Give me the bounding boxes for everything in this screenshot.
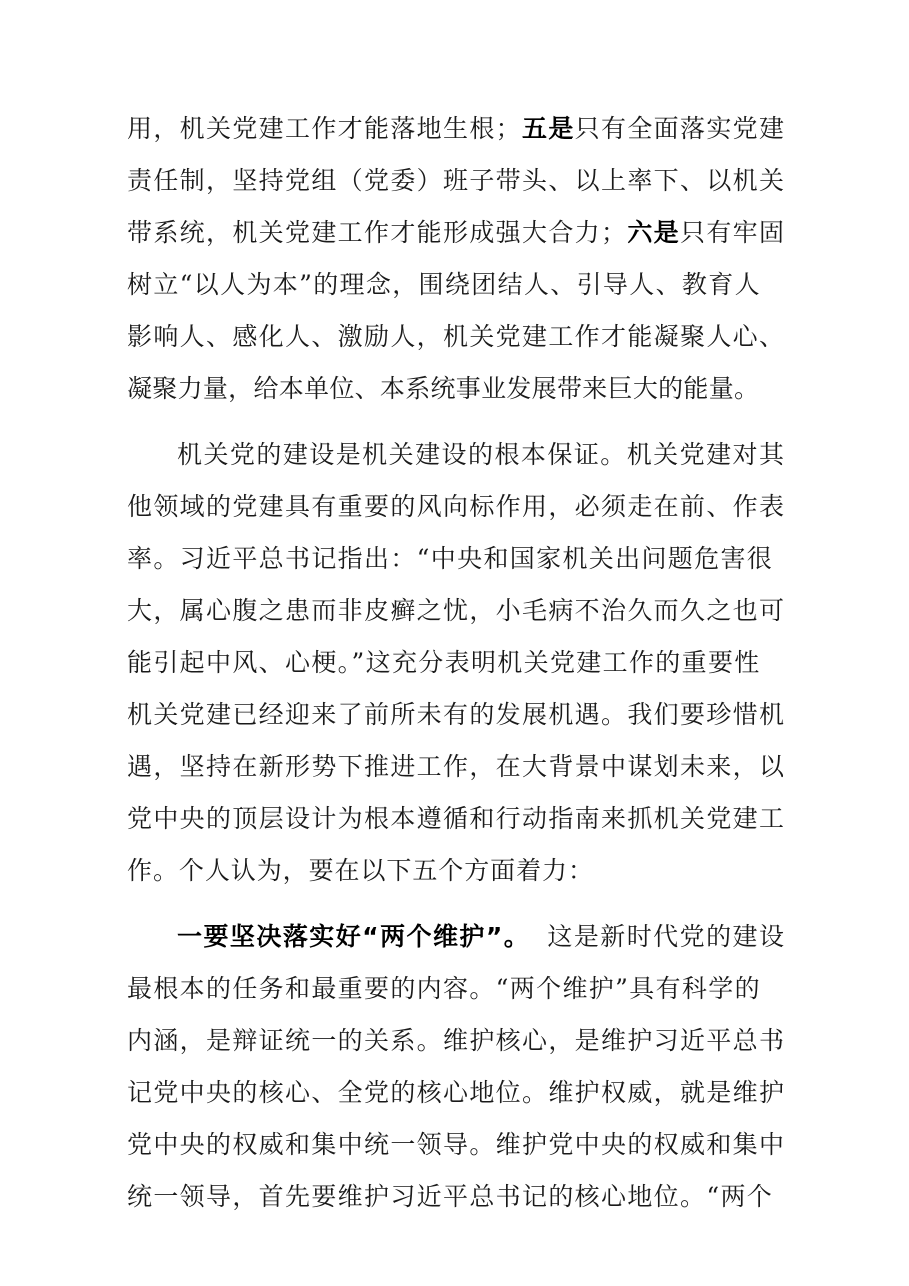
text-line — [0, 1078, 909, 1108]
text-line — [0, 440, 909, 470]
text-line — [0, 700, 909, 730]
text-segment: 这是新时代党的建设 — [547, 922, 786, 951]
text-segment: 机关党建已经迎来了前所未有的发展机遇。我们要珍惜机 — [127, 700, 786, 729]
text-line — [0, 974, 909, 1004]
text-segment: 党中央的顶层设计为根本遵循和行动指南来抓机关党建工 — [127, 804, 786, 833]
text-line — [0, 596, 909, 626]
text-segment: 内涵，是辩证统一的关系。维护核心，是维护习近平总书 — [127, 1026, 786, 1055]
text-line — [0, 374, 909, 404]
text-segment: 用，机关党建工作才能落地生根； — [127, 114, 523, 143]
text-line — [0, 922, 909, 952]
text-segment: 率。习近平总书记指出：“中央和国家机关出问题危害很 — [127, 544, 774, 573]
text-line — [0, 804, 909, 834]
text-segment: 最根本的任务和最重要的内容。“两个维护”具有科学的 — [127, 974, 761, 1003]
text-segment: 只有全面落实党建 — [574, 114, 786, 143]
text-line — [0, 270, 909, 300]
text-line — [0, 492, 909, 522]
text-segment: 责任制，坚持党组（党委）班子带头、以上率下、以机关 — [127, 166, 786, 195]
text-segment: 影响人、感化人、激励人，机关党建工作才能凝聚人心、 — [127, 322, 786, 351]
text-segment: 树立“以人为本”的理念，围绕团结人、引导人、教育人 — [127, 270, 761, 299]
text-segment: 机关党的建设是机关建设的根本保证。机关党建对其 — [177, 440, 786, 469]
text-segment: 他领域的党建具有重要的风向标作用，必须走在前、作表 — [127, 492, 786, 521]
text-segment: 遇，坚持在新形势下推进工作，在大背景中谋划未来，以 — [127, 752, 786, 781]
bold-text-segment: 五是 — [522, 114, 575, 143]
text-line — [0, 752, 909, 782]
text-segment: 记党中央的核心、全党的核心地位。维护权威，就是维护 — [127, 1078, 786, 1107]
text-line — [0, 166, 909, 196]
text-line — [0, 322, 909, 352]
text-line — [0, 114, 909, 144]
text-segment: 凝聚力量，给本单位、本系统事业发展带来巨大的能量。 — [127, 374, 760, 403]
text-line — [0, 1130, 909, 1160]
text-segment: 只有牢固 — [680, 218, 786, 247]
text-segment: 统一领导，首先要维护习近平总书记的核心地位。“两个 — [127, 1182, 774, 1211]
bold-text-segment: 六是 — [627, 218, 680, 247]
text-line — [0, 1026, 909, 1056]
text-segment: 大，属心腹之患而非皮癣之忧，小毛病不治久而久之也可 — [127, 596, 786, 625]
text-line — [0, 1182, 909, 1212]
text-segment: 能引起中风、心梗。”这充分表明机关党建工作的重要性 — [127, 648, 761, 677]
text-line — [0, 648, 909, 678]
text-segment: 作。个人认为，要在以下五个方面着力： — [127, 856, 594, 885]
text-line — [0, 218, 909, 248]
bold-text-segment: 一要坚决落实好“两个维护”。 — [177, 922, 531, 951]
text-segment: 党中央的权威和集中统一领导。维护党中央的权威和集中 — [127, 1130, 786, 1159]
text-line — [0, 856, 909, 886]
text-line — [0, 544, 909, 574]
text-segment: 带系统，机关党建工作才能形成强大合力； — [127, 218, 628, 247]
